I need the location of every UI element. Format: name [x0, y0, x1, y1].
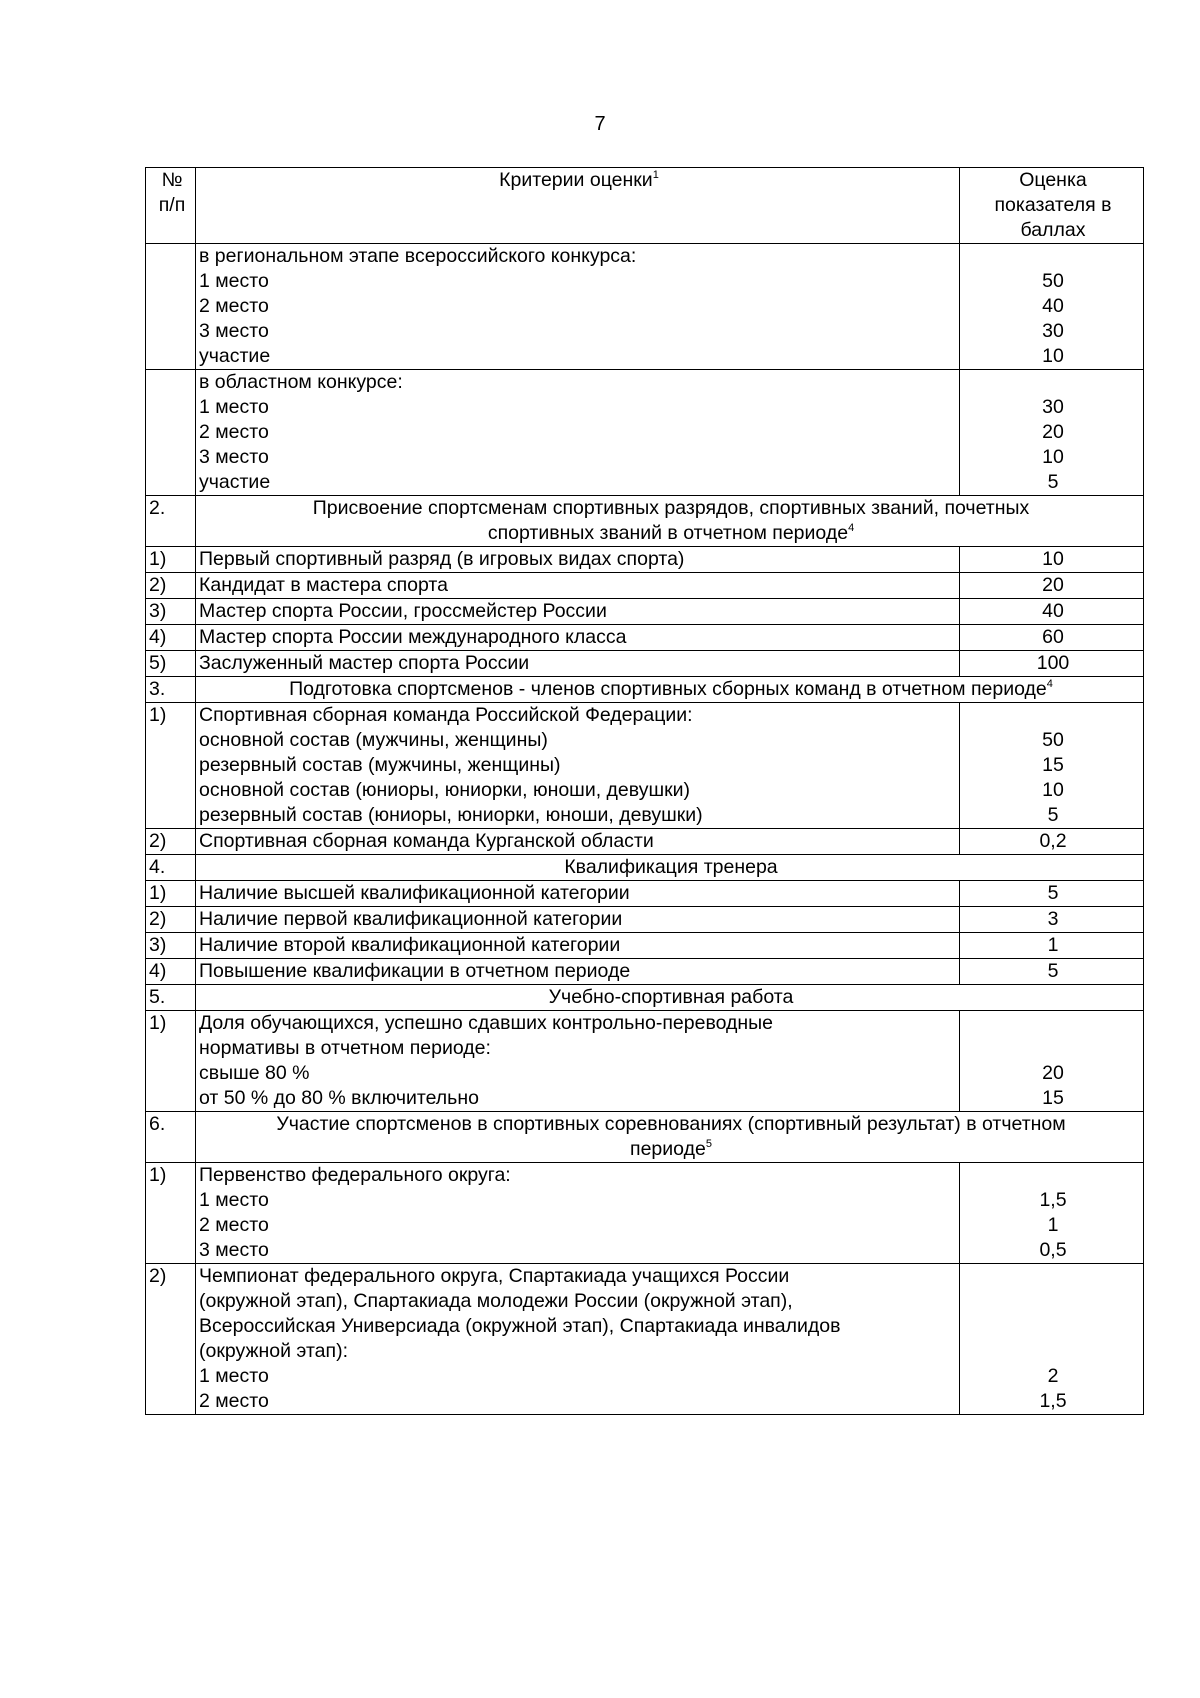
score-value: 10	[1042, 446, 1064, 468]
score-value: 15	[1042, 754, 1064, 776]
row-number-cell	[146, 370, 196, 496]
score-value: 15	[1042, 1087, 1064, 1109]
table-row	[146, 1163, 1144, 1264]
row-number: 2)	[146, 573, 196, 599]
criteria-line: (окружной этап):	[199, 1340, 348, 1362]
criteria-table	[145, 167, 1144, 1415]
row-criteria-text: Заслуженный мастер спорта России	[196, 651, 960, 677]
place-item: 1 место	[199, 270, 269, 292]
row-criteria-text: Повышение квалификации в отчетном периоде	[196, 959, 960, 985]
row-number: 2)	[146, 1264, 196, 1415]
section-number: 4.	[146, 855, 196, 881]
row-criteria-text: Первый спортивный разряд (в игровых видах спорта)	[196, 547, 960, 573]
footnote-ref: 1	[652, 168, 659, 181]
footnote-ref: 4	[848, 521, 855, 534]
table-row	[146, 1011, 1144, 1112]
list-item: резервный состав (мужчины, женщины)	[199, 754, 561, 776]
list-item: основной состав (юниоры, юниорки, юноши, девушки)	[199, 779, 691, 801]
criteria-line: свыше 80 %	[199, 1062, 310, 1084]
header-score-line: Оценка	[1019, 169, 1087, 191]
table-row	[146, 703, 1144, 829]
row-number: 2)	[146, 907, 196, 933]
block-title: Первенство федерального округа:	[199, 1164, 511, 1186]
header-score-line: показателя в	[994, 194, 1112, 216]
row-criteria-text: Спортивная сборная команда Курганской области	[196, 829, 960, 855]
header-score-cell	[960, 168, 1144, 244]
header-criteria-label: Критерии оценки	[499, 169, 653, 191]
criteria-line: Доля обучающихся, успешно сдавших контрольно-переводные	[199, 1012, 774, 1034]
row-criteria-text: Кандидат в мастера спорта	[196, 573, 960, 599]
section-row	[146, 1112, 1144, 1163]
row-criteria-cell	[196, 1011, 960, 1112]
table-row	[146, 599, 1144, 625]
row-number: 1)	[146, 881, 196, 907]
score-value: 10	[1042, 345, 1064, 367]
section-title-cell	[196, 1112, 1144, 1163]
header-number-line: п/п	[158, 194, 186, 216]
section-number: 6.	[146, 1112, 196, 1163]
row-criteria-text: Мастер спорта России, гроссмейстер России	[196, 599, 960, 625]
place-item: 3 место	[199, 446, 269, 468]
score-value: 0,5	[1039, 1239, 1067, 1261]
table-row	[146, 829, 1144, 855]
place-item: 1 место	[199, 396, 269, 418]
section-row	[146, 496, 1144, 547]
section-number: 5.	[146, 985, 196, 1011]
table-row	[146, 370, 1144, 496]
row-score-cell	[960, 1011, 1144, 1112]
score-value: 30	[1042, 396, 1064, 418]
place-item: участие	[199, 471, 271, 493]
table-row	[146, 651, 1144, 677]
place-item: 2 место	[199, 421, 269, 443]
score-value: 5	[960, 959, 1144, 985]
criteria-line: Всероссийская Универсиада (окружной этап), Спартакиада инвалидов	[199, 1315, 841, 1337]
row-criteria-text: Наличие второй квалификационной категории	[196, 933, 960, 959]
row-number: 4)	[146, 625, 196, 651]
section-title-line: Участие спортсменов в спортивных соревнованиях (спортивный результат) в отчетном	[276, 1113, 1066, 1135]
footnote-ref: 4	[1046, 677, 1053, 690]
row-score-cell	[960, 1264, 1144, 1415]
table-row	[146, 933, 1144, 959]
section-number: 3.	[146, 677, 196, 703]
score-value: 20	[960, 573, 1144, 599]
row-score-cell	[960, 703, 1144, 829]
score-value: 50	[1042, 729, 1064, 751]
section-title-line: Присвоение спортсменам спортивных разрядов, спортивных званий, почетных	[312, 497, 1030, 519]
row-number: 1)	[146, 547, 196, 573]
row-number: 3)	[146, 599, 196, 625]
section-title: Квалификация тренера	[196, 855, 1144, 881]
section-number: 2.	[146, 496, 196, 547]
row-score-cell	[960, 370, 1144, 496]
table-row	[146, 907, 1144, 933]
score-value: 1,5	[1039, 1189, 1067, 1211]
score-value: 20	[1042, 1062, 1064, 1084]
place-item: 2 место	[199, 1390, 269, 1412]
place-item: 3 место	[199, 320, 269, 342]
score-value: 1	[1047, 1214, 1059, 1236]
page-number: 7	[594, 113, 606, 135]
row-score-cell	[960, 244, 1144, 370]
header-criteria-cell	[196, 168, 960, 244]
row-number: 5)	[146, 651, 196, 677]
score-value: 20	[1042, 421, 1064, 443]
table-header-row	[146, 168, 1144, 244]
row-criteria-cell	[196, 703, 960, 829]
score-value: 2	[1047, 1365, 1059, 1387]
score-value: 50	[1042, 270, 1064, 292]
row-number-cell	[146, 244, 196, 370]
header-number-cell	[146, 168, 196, 244]
table-row	[146, 1264, 1144, 1415]
score-value: 3	[960, 907, 1144, 933]
score-value: 5	[960, 881, 1144, 907]
row-criteria-cell	[196, 370, 960, 496]
table-row	[146, 244, 1144, 370]
score-value: 40	[960, 599, 1144, 625]
criteria-line: нормативы в отчетном периоде:	[199, 1037, 491, 1059]
score-value: 60	[960, 625, 1144, 651]
score-value: 100	[960, 651, 1144, 677]
score-value: 10	[960, 547, 1144, 573]
block-title: в областном конкурсе:	[199, 371, 403, 393]
criteria-line: от 50 % до 80 % включительно	[199, 1087, 479, 1109]
table-row	[146, 881, 1144, 907]
table-row	[146, 547, 1144, 573]
row-number: 3)	[146, 933, 196, 959]
section-title: Учебно-спортивная работа	[196, 985, 1144, 1011]
score-value: 0,2	[960, 829, 1144, 855]
footnote-ref: 5	[705, 1137, 712, 1150]
section-title-cell	[196, 677, 1144, 703]
place-item: 1 место	[199, 1365, 269, 1387]
section-title-line: спортивных званий в отчетном периоде	[487, 522, 849, 544]
section-title-line: Подготовка спортсменов - членов спортивных сборных команд в отчетном периоде	[289, 678, 1047, 700]
row-number: 1)	[146, 1163, 196, 1264]
section-row	[146, 855, 1144, 881]
section-row	[146, 677, 1144, 703]
criteria-line: Чемпионат федерального округа, Спартакиада учащихся России	[199, 1265, 790, 1287]
row-criteria-cell	[196, 1163, 960, 1264]
place-item: 2 место	[199, 295, 269, 317]
table-row	[146, 573, 1144, 599]
row-criteria-text: Наличие высшей квалификационной категории	[196, 881, 960, 907]
header-number-line: №	[161, 169, 183, 191]
table-row	[146, 625, 1144, 651]
block-title: в региональном этапе всероссийского конкурса:	[199, 245, 637, 267]
block-title: Спортивная сборная команда Российской Федерации:	[199, 704, 693, 726]
row-number: 4)	[146, 959, 196, 985]
place-item: 2 место	[199, 1214, 269, 1236]
row-number: 1)	[146, 703, 196, 829]
section-title-cell	[196, 496, 1144, 547]
criteria-line: (окружной этап), Спартакиада молодежи России (окружной этап),	[199, 1290, 793, 1312]
score-value: 40	[1042, 295, 1064, 317]
score-value: 10	[1042, 779, 1064, 801]
list-item: основной состав (мужчины, женщины)	[199, 729, 548, 751]
row-criteria-text: Мастер спорта России международного класса	[196, 625, 960, 651]
section-title-line: периоде	[630, 1138, 706, 1160]
row-criteria-cell	[196, 244, 960, 370]
row-criteria-text: Наличие первой квалификационной категории	[196, 907, 960, 933]
place-item: участие	[199, 345, 271, 367]
table-row	[146, 959, 1144, 985]
section-row	[146, 985, 1144, 1011]
score-value: 5	[1047, 804, 1059, 826]
row-criteria-cell	[196, 1264, 960, 1415]
row-number: 1)	[146, 1011, 196, 1112]
score-value: 30	[1042, 320, 1064, 342]
place-item: 3 место	[199, 1239, 269, 1261]
score-value: 1,5	[1039, 1390, 1067, 1412]
row-score-cell	[960, 1163, 1144, 1264]
place-item: 1 место	[199, 1189, 269, 1211]
header-score-line: баллах	[1020, 219, 1086, 241]
score-value: 5	[1047, 471, 1059, 493]
score-value: 1	[960, 933, 1144, 959]
list-item: резервный состав (юниоры, юниорки, юноши, девушки)	[199, 804, 703, 826]
row-number: 2)	[146, 829, 196, 855]
